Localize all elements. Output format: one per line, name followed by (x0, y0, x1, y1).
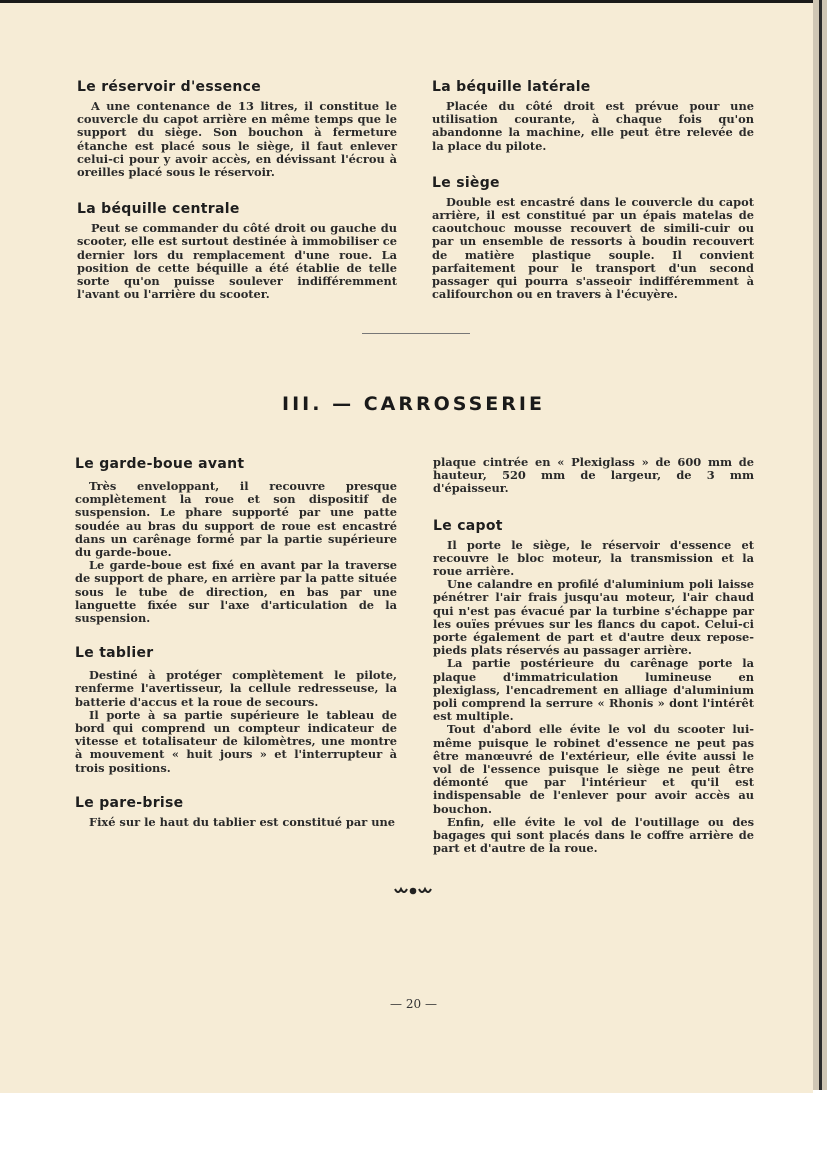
section-separator (362, 333, 470, 334)
text-capot-4: Tout d'abord elle évite le vol du scooter lui-même puisque le robinet d'essence ne peut pas être manœuvré de l'extérieur, elle évite aussi le vol de l'essence puisque le siège ne peut être démonté que par l'intérieur et qu'il est indispensable de l'enlever pour avoir accès au bouchon. (433, 722, 754, 816)
text-capot-1: Il porte le siège, le réservoir d'essence et recouvre le bloc moteur, la transmission et la roue arrière. (433, 537, 754, 579)
column-top-right (432, 79, 754, 301)
column-bottom-left (75, 456, 397, 829)
column-bottom-right (433, 456, 754, 855)
heading-garde-boue: Le garde-boue avant (75, 456, 245, 472)
heading-bequille-centrale: La béquille centrale (77, 201, 240, 218)
heading-capot: Le capot (433, 517, 503, 534)
heading-tablier: Le tablier (75, 645, 154, 662)
column-top-left (77, 79, 397, 301)
heading-siege: Le siège (432, 174, 500, 191)
page-edge-line (819, 0, 822, 1090)
text-bequille-centrale: Peut se commander du côté droit ou gauche du scooter, elle est surtout destinée à immobiliser ce dernier lors du remplacement d'une roue. La position de cette béquille a été établie de telle sorte qu'on puisse soulever indifféremment l'avant ou l'arrière du scooter. (77, 221, 397, 302)
heading-reservoir: Le réservoir d'essence (77, 79, 262, 95)
text-capot-2: Une calandre en profilé d'aluminium poli laisse pénétrer l'air frais jusqu'au moteur, l'air chaud qui n'est pas évacué par la turbine s'échappe par les ouïes prévues sur les flancs du capot. Celui-ci porte également de part et d'autre deux repose-pieds plats réservés au passager arrière. (433, 577, 754, 658)
text-tablier-1: Destiné à protéger complètement le pilote, renferme l'avertisseur, la cellule redresseuse, la batterie d'accus et la roue de secours. (75, 668, 397, 709)
section-title: III. — CARROSSERIE (282, 393, 545, 415)
text-reservoir: A une contenance de 13 litres, il constitue le couvercle du capot arrière en même temps que le support du siège. Son bouchon à fermeture étanche est placé sous le siège, il faut enlever celui-ci pour y avoir accès, en dévissant l'écrou à oreilles placé sous le réservoir. (77, 99, 397, 180)
page-number: — 20 — (390, 997, 437, 1011)
text-siege: Double est encastré dans le couvercle du capot arrière, il est constitué par un épais matelas de caoutchouc mousse recouvert de simili-cuir ou par un ensemble de ressorts à boudin recouvert de matière plastique souple. Il convient parfaitement pour le transport d'un second passager qui pourra s'asseoir indifféremment à califourchon ou en travers à l'écuyère. (432, 194, 754, 302)
text-pare-brise: Fixé sur le haut du tablier est constitué par une (89, 814, 396, 829)
heading-bequille-laterale: La béquille latérale (432, 79, 591, 95)
text-garde-boue-2: Le garde-boue est fixé en avant par la traverse de support de phare, en arrière par la patte située sous le tube de direction, en bas par une languette fixée sur l'axe d'articulation de la suspension. (75, 558, 397, 626)
heading-pare-brise: Le pare-brise (75, 794, 184, 811)
text-tablier-2: Il porte à sa partie supérieure le tableau de bord qui comprend un compteur indicateur de vitesse et totalisateur de kilomètres, une montre à mouvement « huit jours » et l'interrupteur à trois positions. (75, 707, 397, 775)
text-bequille-laterale: Placée du côté droit est prévue pour une utilisation courante, à chaque fois qu'on abandonne la machine, elle peut être relevée de la place du pilote. (432, 99, 754, 153)
ornament-icon (393, 884, 433, 898)
text-garde-boue-1: Très enveloppant, il recouvre presque complètement la roue et son dispositif de suspension. Le phare supporté par une patte soudée au bras du support de roue est encastré dans un carênage formé par la partie supérieure du garde-boue. (75, 479, 397, 560)
text-pare-brise-continued: plaque cintrée en « Plexiglass » de 600 mm de hauteur, 520 mm de largeur, de 3 mm d'épaisseur. (433, 455, 754, 496)
text-capot-3: La partie postérieure du carênage porte la plaque d'immatriculation lumineuse en plexiglass, l'encadrement en alliage d'aluminium poli comprend la serrure « Rhonis » dont l'intérêt est multiple. (433, 656, 754, 724)
text-capot-5: Enfin, elle évite le vol de l'outillage ou des bagages qui sont placés dans le coffre arrière de part et d'autre de la roue. (433, 814, 754, 856)
